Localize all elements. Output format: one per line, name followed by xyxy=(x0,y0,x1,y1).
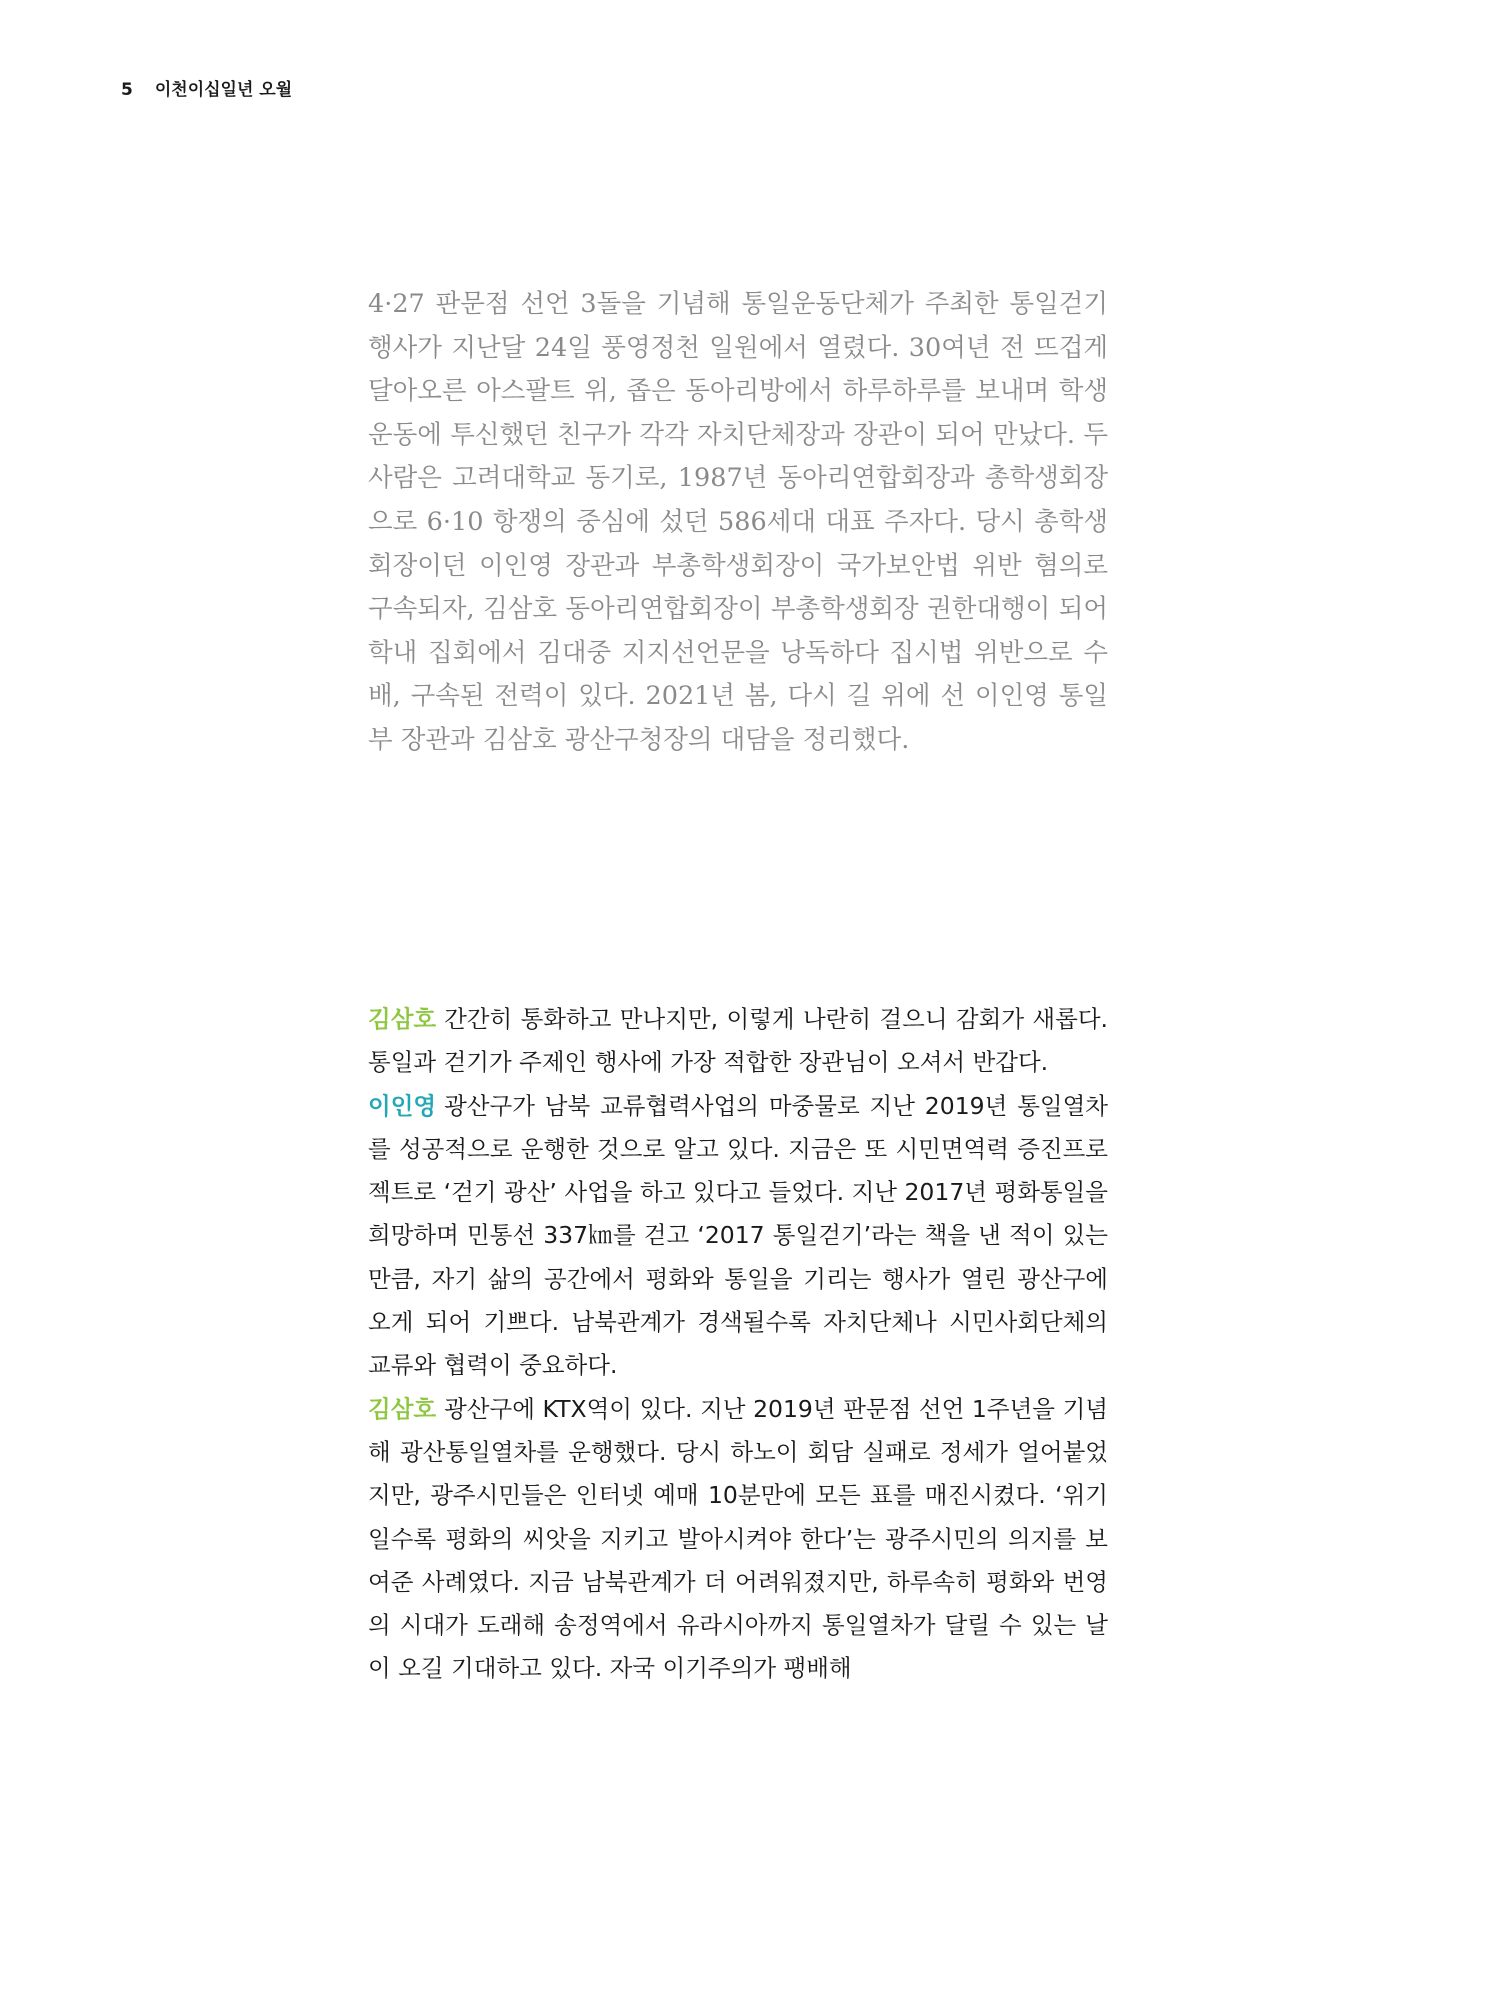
interview-dialogue xyxy=(368,998,1108,1691)
speaker-name: 이인영 xyxy=(368,1091,437,1120)
page-number: 5 xyxy=(121,80,133,100)
running-header xyxy=(121,75,292,100)
dialogue-paragraph xyxy=(368,998,1108,1085)
dialogue-paragraph xyxy=(368,1388,1108,1691)
speaker-name: 김삼호 xyxy=(368,1394,437,1423)
speaker-name: 김삼호 xyxy=(368,1005,437,1033)
dialogue-paragraph xyxy=(368,1085,1108,1388)
lead-paragraph: 4·27 판문점 선언 3돌을 기념해 통일운동단체가 주최한 통일걷기 행사가 지난달 24일 풍영정천 일원에서 열렸다. 30여년 전 뜨겁게 달아오른 아스팔트 위, 좁은 동아리방에서 하루하루를 보내며 학생운동에 투신했던 친구가 각각 자치단체장과 장관이 되어 만났다. 두 사람은 고려대학교 동기로, 1987년 동아리연합회장과 총학생회장으로 6·10 항쟁의 중심에 섰던 586세대 대표 주자다. 당시 총학생회장이던 이인영 장관과 부총학생회장이 국가보안법 위반 혐의로 구속되자, 김삼호 동아리연합회장이 부총학생회장 권한대행이 되어 학내 집회에서 김대중 지지선언문을 낭독하다 집시법 위반으로 수배, 구속된 전력이 있다. 2021년 봄, 다시 길 위에 선 이인영 통일부 장관과 김삼호 광산구청장의 대담을 정리했다. xyxy=(368,289,1108,755)
dialogue-text: 간간히 통화하고 만나지만, 이렇게 나란히 걸으니 감회가 새롭다. 통일과 걷기가 주제인 행사에 가장 적합한 장관님이 오셔서 반갑다. xyxy=(368,1005,1108,1077)
dialogue-text: 광산구에 KTX역이 있다. 지난 2019년 판문점 선언 1주년을 기념해 광산통일열차를 운행했다. 당시 하노이 회담 실패로 정세가 얼어붙었지만, 광주시민들은 인터넷 예매 10분만에 모든 표를 매진시켰다. ‘위기일수록 평화의 씨앗을 지키고 발아시켜야 한다’는 광주시민의 의지를 보여준 사례였다. 지금 남북관계가 더 어려워졌지만, 하루속히 평화와 번영의 시대가 도래해 송정역에서 유라시아까지 통일열차가 달릴 수 있는 날이 오길 기대하고 있다. 자국 이기주의가 팽배해 xyxy=(368,1394,1108,1683)
issue-date: 이천이십일년 오월 xyxy=(154,80,293,100)
dialogue-text: 광산구가 남북 교류협력사업의 마중물로 지난 2019년 통일열차를 성공적으로 운행한 것으로 알고 있다. 지금은 또 시민면역력 증진프로젝트로 ‘걷기 광산’ 사업을 하고 있다고 들었다. 지난 2017년 평화통일을 희망하며 민통선 337㎞를 걷고 ‘2017 통일걷기’라는 책을 낸 적이 있는 만큼, 자기 삶의 공간에서 평화와 통일을 기리는 행사가 열린 광산구에 오게 되어 기쁘다. 남북관계가 경색될수록 자치단체나 시민사회단체의 교류와 협력이 중요하다. xyxy=(368,1091,1108,1380)
